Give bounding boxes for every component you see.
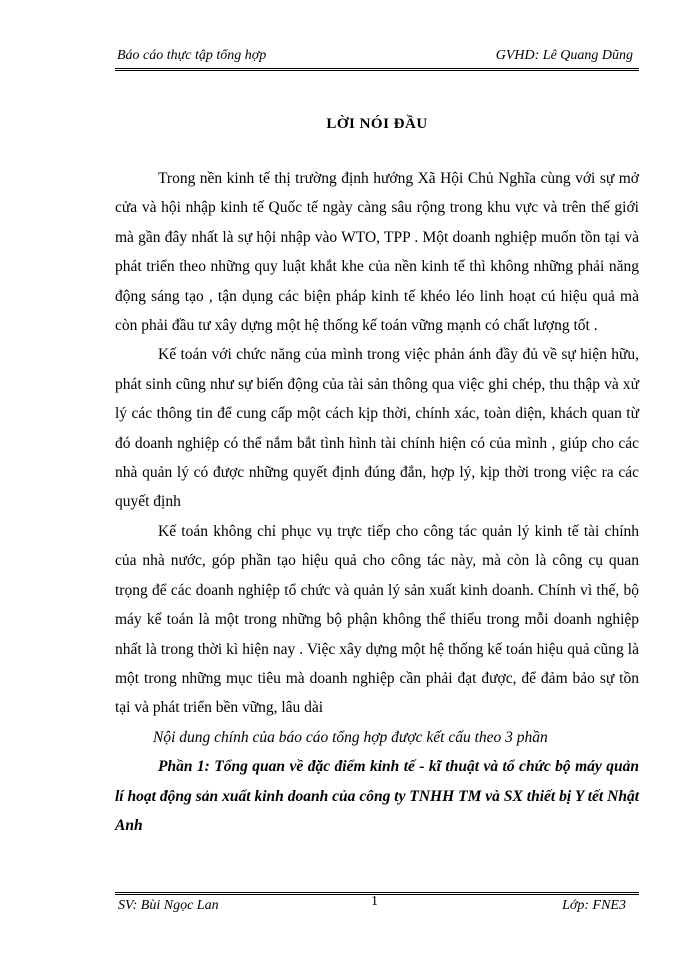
paragraph-1: Trong nền kinh tế thị trường định hướng Xã Hội Chủ Nghĩa cùng với sự mở cửa và hội nhập kinh tế Quốc tế ngày càng sâu rộng trong khu vực và trên thế giới mà gần đây nhất là sự hội nhập vào WTO, TPP . Một doanh nghiệp muốn tồn tại và phát triển theo những quy luật khắt khe của nền kinh tế thì không những phải năng động sáng tạo , tận dụng các biện pháp kinh tế khéo léo linh hoạt cú hiệu quả mà còn phải đầu tư xây dựng một hệ thống kế toán vững mạnh có chất lượng tốt . <box>115 170 639 335</box>
page-number: 1 <box>371 894 378 909</box>
footer-class: Lớp: FNE3 <box>562 898 626 913</box>
part-1-heading: Phần 1: Tổng quan về đặc điểm kinh tế - kĩ thuật và tổ chức bộ máy quản lí hoạt động sản xuất kinh doanh của công ty TNHH TM và SX thiết bị Y tết Nhật Anh <box>115 758 639 834</box>
page-footer <box>118 894 638 920</box>
paragraph-2: Kế toán với chức năng của mình trong việc phản ánh đầy đủ về sự hiện hữu, phát sinh cũng như sự biến động của tài sản thông qua việc ghi chép, thu thập và xử lý các thông tin để cung cấp một cách kịp thời, chính xác, toàn diện, khách quan từ đó doanh nghiệp có thể nắm bắt tình hình tài chính hiện có của mình , giúp cho các nhà quản lý có được những quyết định đúng đắn, hợp lý, kịp thời trong việc ra các quyết định <box>115 346 639 511</box>
page-title: LỜI NÓI ĐẦU <box>326 116 428 132</box>
header-supervisor: GVHD: Lê Quang Dũng <box>495 48 633 63</box>
header-report-title: Báo cáo thực tập tổng hợp <box>117 48 267 63</box>
page-header <box>117 48 637 70</box>
header-rule <box>115 68 639 71</box>
footer-student: SV: Bùi Ngọc Lan <box>118 898 219 913</box>
body-text <box>115 164 639 840</box>
paragraph-3: Kế toán không chỉ phục vụ trực tiếp cho công tác quản lý kinh tế tài chính của nhà nước, góp phần tạo hiệu quả cho công tác này, mà còn là công cụ quan trọng để các doanh nghiệp tổ chức và quản lý sản xuất kinh doanh. Chính vì thế, bộ máy kế toán là một trong những bộ phận không thể thiếu trong mỗi doanh nghiệp nhất là trong thời kì hiện nay . Việc xây dựng một hệ thống kế toán hiệu quả cũng là một trong những mục tiêu mà doanh nghiệp cần phải đạt được, để đảm bảo sự tồn tại và phát triển bền vững, lâu dài <box>115 522 639 717</box>
structure-note: Nội dung chính của báo cáo tổng hợp được kết cấu theo 3 phần <box>153 728 548 746</box>
